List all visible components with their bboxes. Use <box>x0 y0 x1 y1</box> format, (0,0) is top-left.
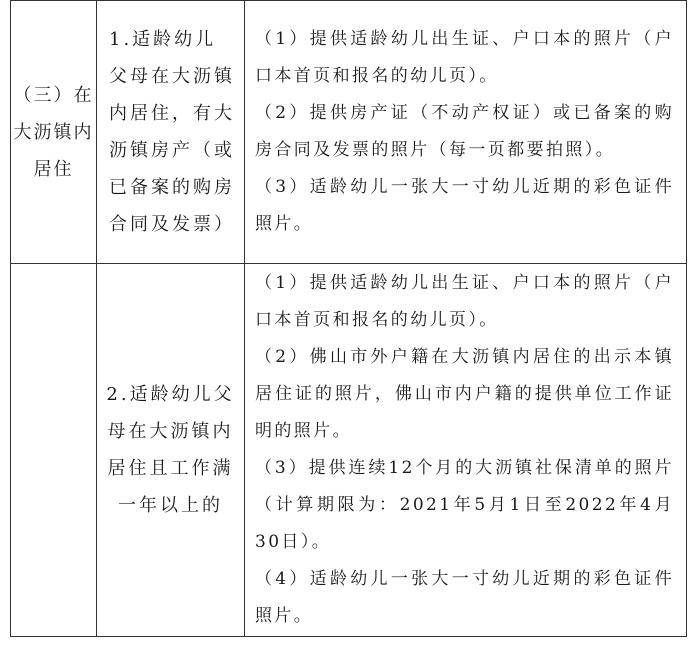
condition-cell: 1.适龄幼儿父母在大沥镇内居住，有大沥镇房产（或已备案的购房合同及发票） <box>97 1 245 264</box>
requirement-item: （1）提供适龄幼儿出生证、户口本的照片（户口本首页和报名的幼儿页）。 <box>255 273 674 330</box>
requirement-item: （4）适龄幼儿一张大一寸幼儿近期的彩色证件照片。 <box>255 569 674 626</box>
requirements-cell <box>245 1 687 264</box>
category-cell: （三）在大沥镇内居住 <box>11 1 97 264</box>
requirements-table <box>10 0 687 637</box>
category-cell <box>11 264 97 637</box>
condition-cell: 2.适龄幼儿父母在大沥镇内居住且工作满一年以上的 <box>97 264 245 637</box>
requirement-item: （1）提供适龄幼儿出生证、户口本的照片（户口本首页和报名的幼儿页）。 <box>255 29 674 86</box>
table-row <box>11 264 687 637</box>
requirement-item: （3）提供连续12个月的大沥镇社保清单的照片（计算期限为：2021年5月1日至2022年4月30日）。 <box>255 458 674 552</box>
table-row <box>11 1 687 264</box>
requirement-item: （2）佛山市外户籍在大沥镇内居住的出示本镇居住证的照片，佛山市内户籍的提供单位工作证明的照片。 <box>255 347 674 441</box>
requirements-cell <box>245 264 687 637</box>
requirement-item: （3）适龄幼儿一张大一寸幼儿近期的彩色证件照片。 <box>255 177 674 234</box>
requirement-item: （2）提供房产证（不动产权证）或已备案的购房合同及发票的照片（每一页都要拍照）。 <box>255 103 674 160</box>
